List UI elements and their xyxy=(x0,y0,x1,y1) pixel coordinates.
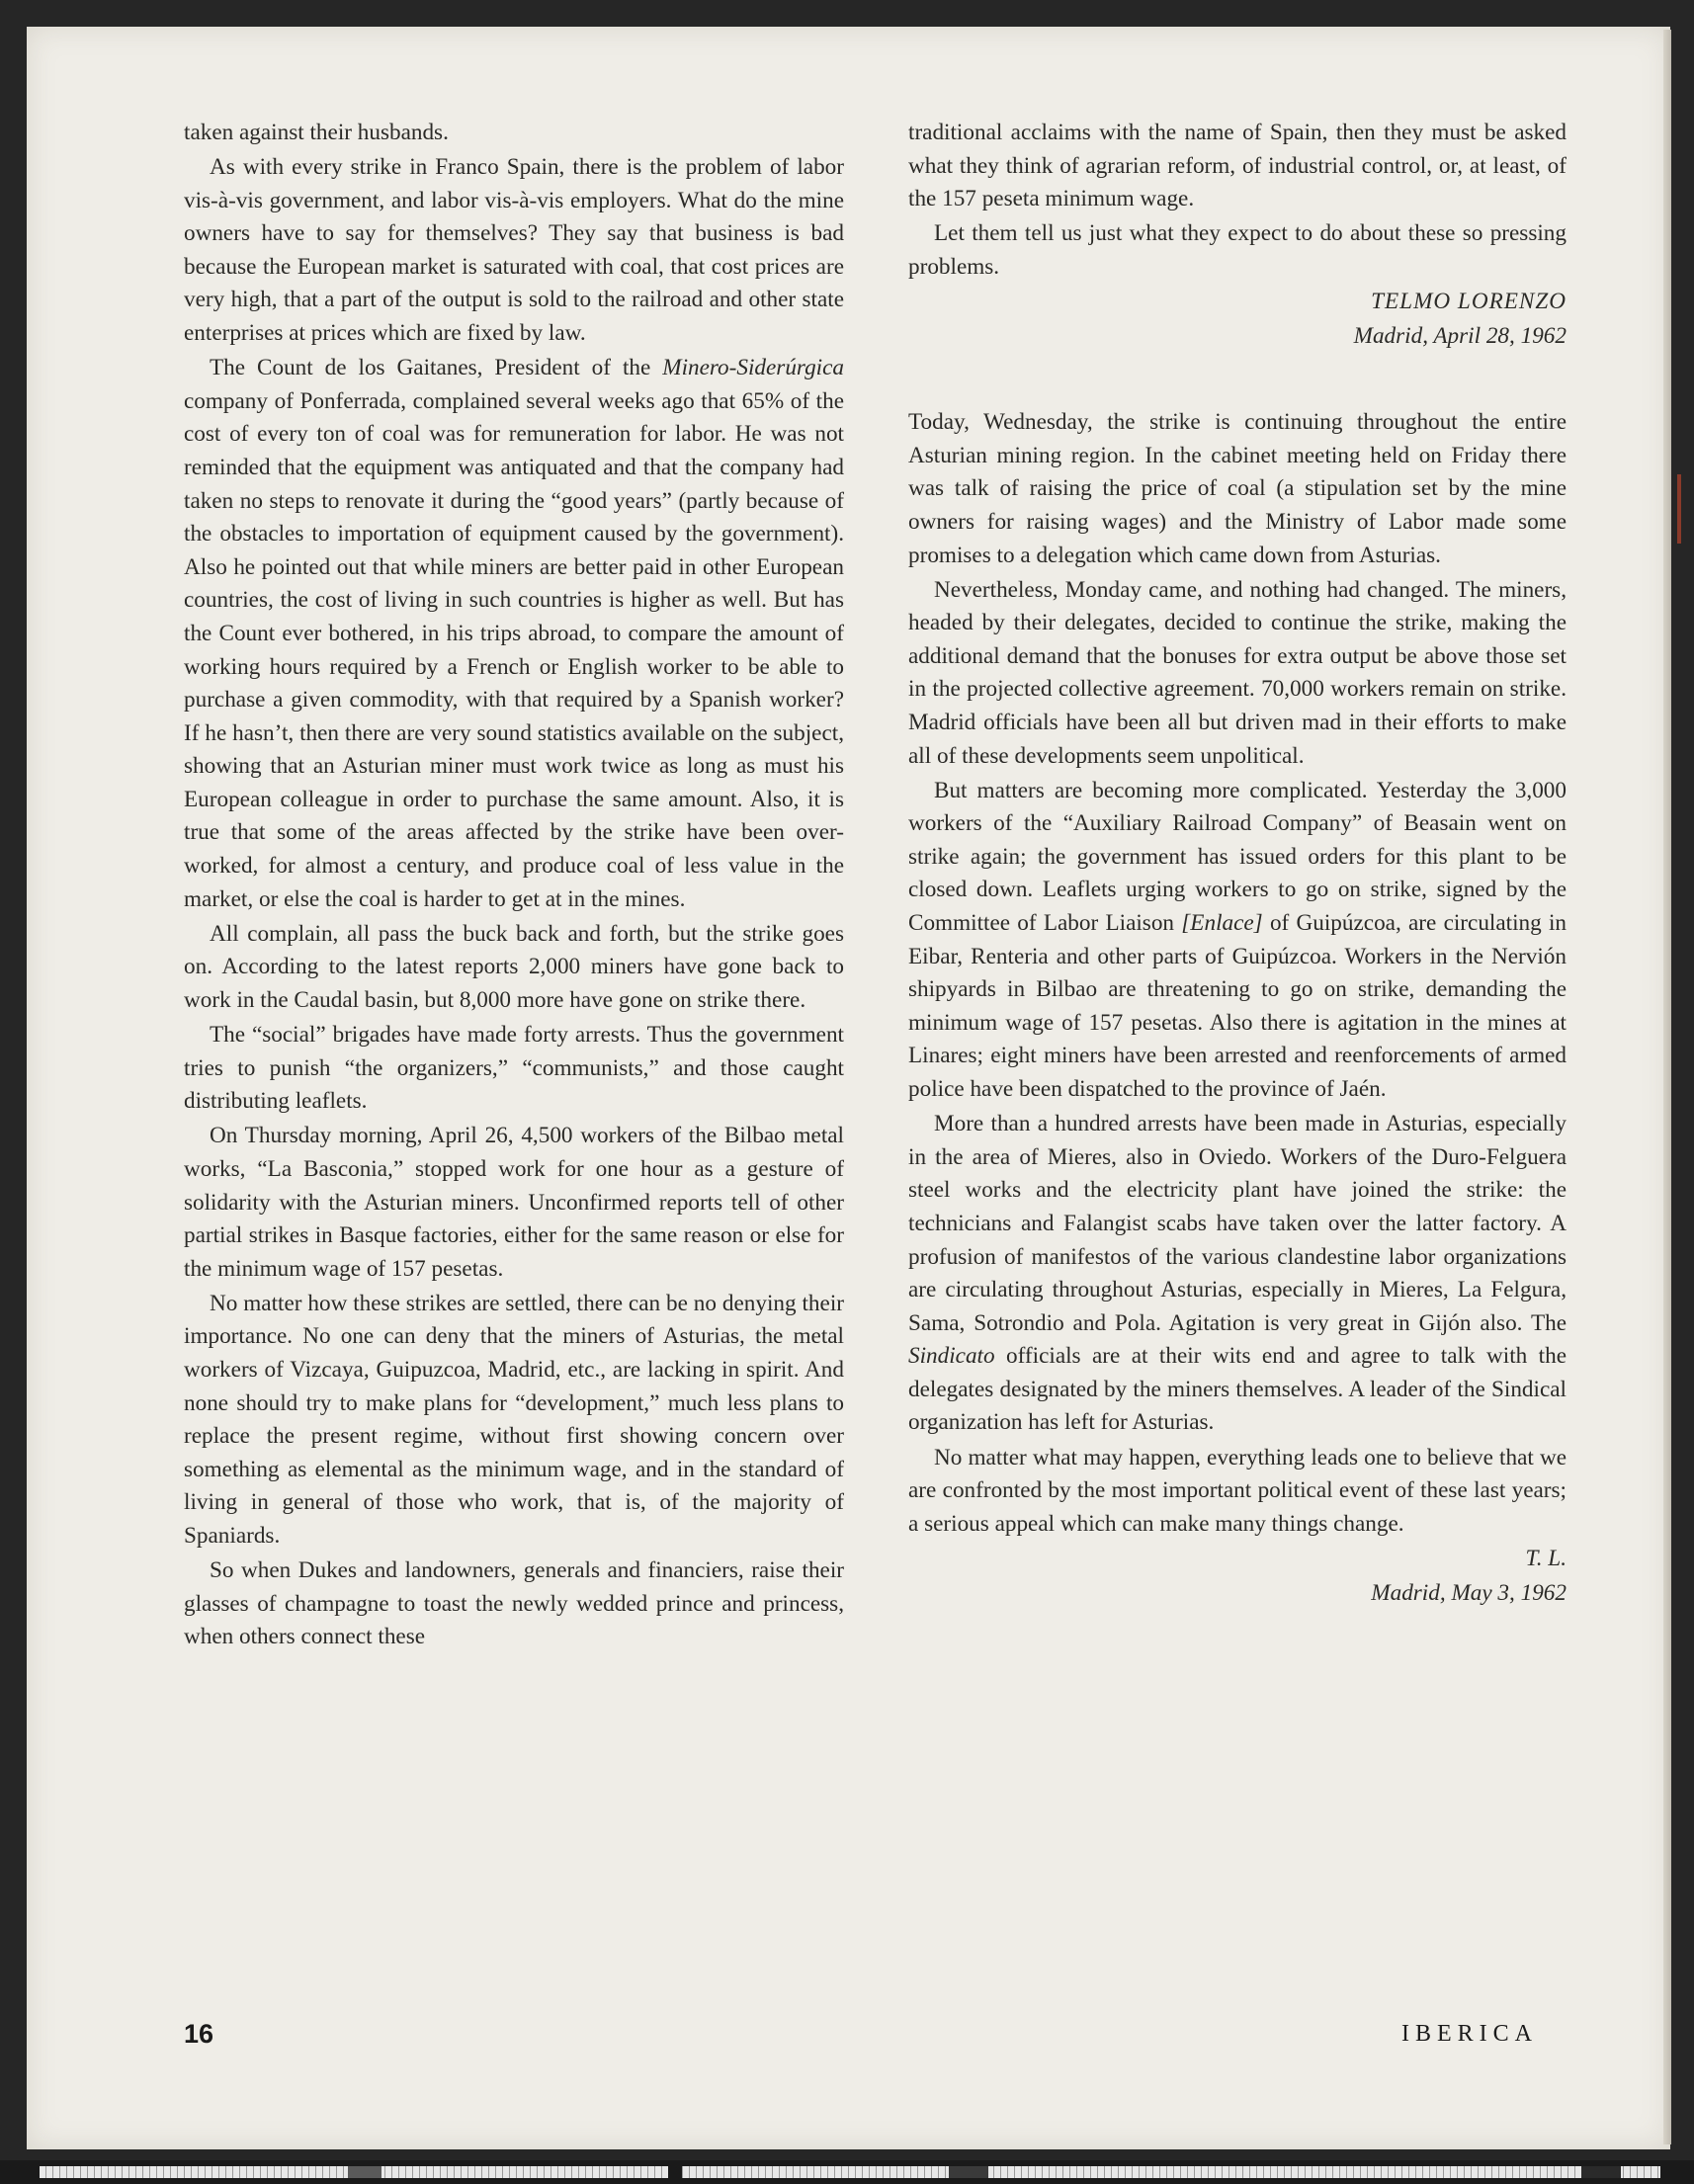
italic-term: [Enlace] xyxy=(1181,910,1263,937)
signature-place-date: Madrid, May 3, 1962 xyxy=(1371,1579,1567,1606)
paragraph: So when Dukes and landowners, generals and financiers, raise their glasses of champagne to toast the newly wedded prince and princess, when others connect these xyxy=(184,1557,844,1650)
left-column xyxy=(184,117,844,1655)
paragraph: Let them tell us just what they expect to do about these so pressing problems. xyxy=(908,220,1567,280)
right-column xyxy=(908,117,1567,1612)
paragraph: traditional acclaims with the name of Spain, then they must be asked what they think of agrarian reform, of industrial control, or, at least, of the 157 peseta minimum wage. xyxy=(908,120,1567,212)
magazine-name: IBERICA xyxy=(1401,2021,1538,2047)
signature-name: T. L. xyxy=(1525,1545,1567,1571)
paragraph: More than a hundred arrests have been made in Asturias, especially in the area of Mieres, also in Oviedo. Workers of the Duro-Felguera steel works and the electricity plant have joined the strike: the technicians and Falangist scabs have taken over the latter factory. A profusion of manifestos of the various clandestine labor organizations are circulating throughout Asturias, especially in Mieres, La Felgura, Sama, Sotrondio and Pola. Agitation is very great in Gijón also. The Sindicato officials are at their wits end and agree to talk with the delegates designated by the miners themselves. A leader of the Sindical organization has left for Asturias. xyxy=(908,1111,1567,1436)
paragraph: No matter how these strikes are settled, there can be no denying their importance. No one can deny that the miners of Asturias, the metal workers of Vizcaya, Guipuzcoa, Madrid, etc., are lacking in spirit. And none should try to make plans for “development,” much less plans to replace the present regime, without first showing concern over something as elemental as the minimum wage, and in the standard of living in general of those who work, that is, of the majority of Spaniards. xyxy=(184,1290,844,1549)
calibration-block xyxy=(668,2166,682,2178)
page-number: 16 xyxy=(184,2019,214,2049)
paragraph: On Thursday morning, April 26, 4,500 workers of the Bilbao metal works, “La Basconia,” stopped work for one hour as a gesture of solidarity with the Asturian miners. Unconfirmed reports tell of other partial strikes in Basque factories, either for the same reason or else for the minimum wage of 157 pesetas. xyxy=(184,1123,844,1282)
italic-term: Sindicato xyxy=(908,1343,995,1370)
binding-mark xyxy=(1677,474,1681,544)
italic-term: Minero-Siderúrgica xyxy=(662,355,844,381)
paragraph: All complain, all pass the buck back and forth, but the strike goes on. According to the latest reports 2,000 miners have gone back to work in the Caudal basin, but 8,000 more have gone on strike there. xyxy=(184,920,844,1013)
paragraph: The Count de los Gaitanes, President of the Minero-Siderúrgica company of Ponferrada, complained several weeks ago that 65% of the cost of every ton of coal was for remuneration for labor. He was not reminded that the equipment was antiquated and that the company had taken no steps to renovate it during the “good years” (partly because of the obstacles to importation of equipment caused by the government). Also he pointed out that while miners are better paid in other European countries, the cost of living in such countries is higher as well. But has the Count ever bothered, in his trips abroad, to compare the amount of working hours required by a French or English worker to be able to purchase a given commodity, with that required by a Spanish worker? If he hasn’t, then there are very sound statistics available on the subject, showing that an Asturian miner must work twice as long as must his European colleague in order to purchase the same amount. Also, it is true that some of the areas affected by the strike have been over-worked, for almost a century, and produce coal of less value in the market, or else the coal is harder to get at in the mines. xyxy=(184,355,844,912)
calibration-block xyxy=(1581,2166,1621,2178)
paragraph: But matters are becoming more complicated. Yesterday the 3,000 workers of the “Auxiliary Railroad Company” of Beasain went on strike again; the government has issued orders for this plant to be closed down. Leaflets urging workers to go on strike, signed by the Committee of Labor Liaison [Enlace] of Guipúzcoa, are circulating in Eibar, Renteria and other parts of Guipúzcoa. Workers in the Nervión shipyards in Bilbao are threatening to go on strike, demanding the minimum wage of 157 pesetas. Also there is agitation in the mines at Linares; eight miners have been arrested and reenforcements of armed police have been dispatched to the province of Jaén. xyxy=(908,777,1567,1103)
paragraph: taken against their husbands. xyxy=(184,120,449,145)
scan-ruler xyxy=(40,2166,1660,2178)
paragraph: The “social” brigades have made forty arrests. Thus the government tries to punish “the organizers,” “communists,” and those caught distributing leaflets. xyxy=(184,1022,844,1115)
signature-place-date: Madrid, April 28, 1962 xyxy=(1353,323,1567,350)
section-gap xyxy=(908,355,1567,406)
calibration-block xyxy=(949,2166,988,2178)
paragraph: As with every strike in Franco Spain, there is the problem of labor vis-à-vis government, and labor vis-à-vis employers. What do the mine owners have to say for themselves? They say that business is bad because the European market is saturated with coal, that cost prices are very high, that a part of the output is sold to the railroad and other state enterprises at prices which are fixed by law. xyxy=(184,154,844,347)
calibration-block xyxy=(348,2166,381,2178)
signature-name: TELMO LORENZO xyxy=(1371,288,1567,314)
paragraph: Today, Wednesday, the strike is continuing throughout the entire Asturian mining region. In the cabinet meeting held on Friday there was talk of raising the price of coal (a stipulation set by the mine owners for raising wages) and the Ministry of Labor made some promises to a delegation which came down from Asturias. xyxy=(908,409,1567,568)
page-edge xyxy=(1663,30,1671,2144)
paragraph: No matter what may happen, everything leads one to believe that we are confronted by the most important political event of these last years; a serious appeal which can make many things change. xyxy=(908,1444,1567,1537)
paragraph: Nevertheless, Monday came, and nothing had changed. The miners, headed by their delegates, decided to continue the strike, making the additional demand that the bonuses for extra output be above those set in the projected collective agreement. 70,000 workers remain on strike. Madrid officials have been all but driven mad in their efforts to make all of these developments seem unpolitical. xyxy=(908,576,1567,769)
